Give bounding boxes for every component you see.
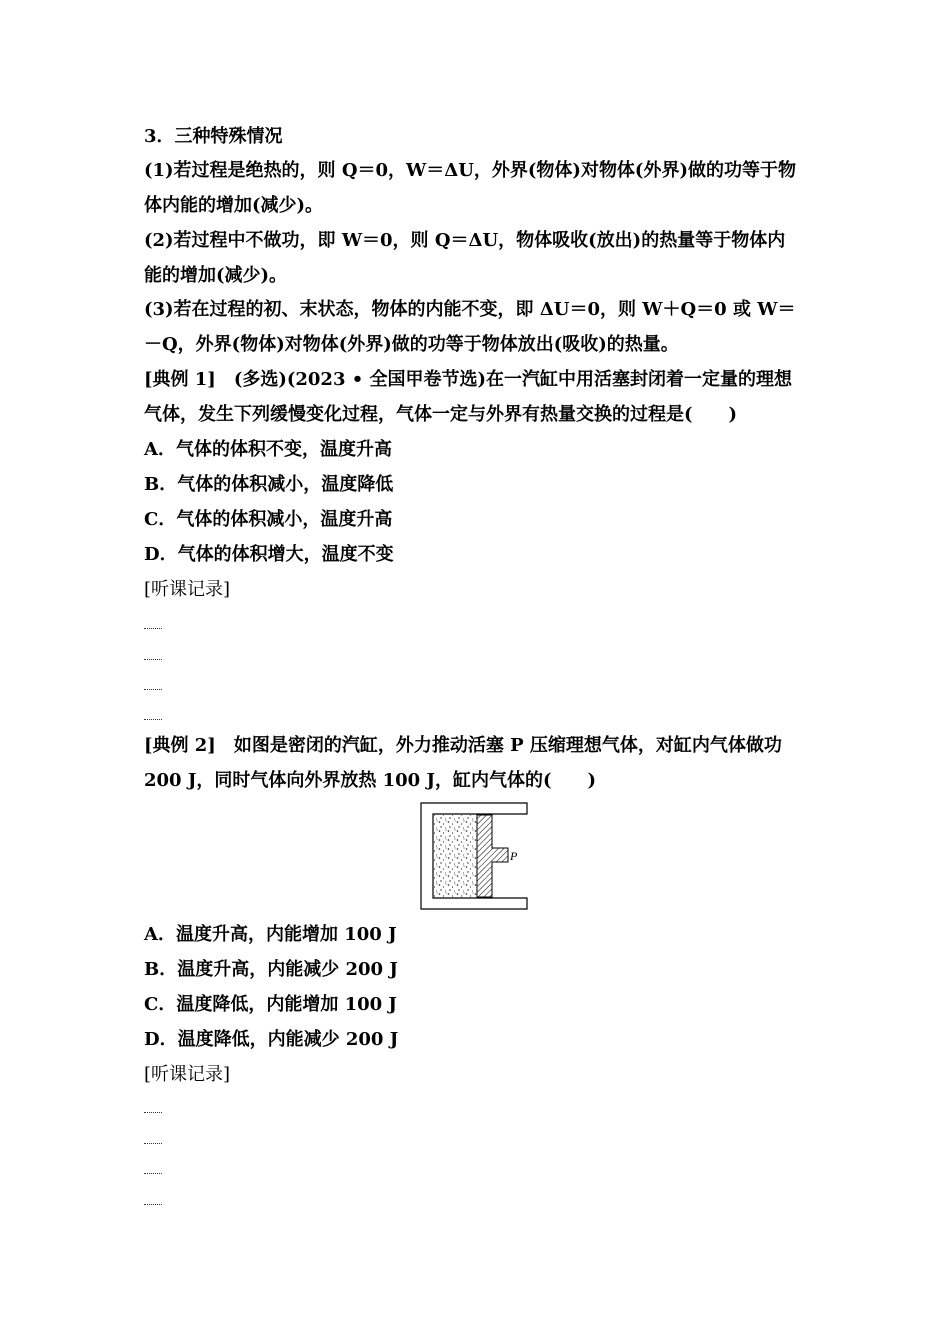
cylinder-figure xyxy=(420,802,530,910)
case1-line1: (1)若过程是绝热的，则 Q＝0，W＝ΔU，外界(物体)对物体(外界)做的功等于物 xyxy=(144,160,796,181)
notes-dotted-line xyxy=(144,1173,162,1174)
example2-option-b: B．温度升高，内能减少 200 J xyxy=(144,959,398,980)
example1-option-b: B．气体的体积减小，温度降低 xyxy=(144,474,394,495)
notes-dotted-line xyxy=(144,659,162,660)
example2-line2: 200 J，同时气体向外界放热 100 J，缸内气体的( ) xyxy=(144,770,597,791)
example2-option-a: A．温度升高，内能增加 100 J xyxy=(144,924,397,945)
notes-dotted-line xyxy=(144,1204,162,1205)
notes-dotted-line xyxy=(144,1143,162,1144)
case3-line2: －Q，外界(物体)对物体(外界)做的功等于物体放出(吸收)的热量。 xyxy=(144,334,679,355)
example2-option-c: C．温度降低，内能增加 100 J xyxy=(144,994,397,1015)
example1-option-c: C．气体的体积减小，温度升高 xyxy=(144,509,393,530)
piston-label: P xyxy=(510,849,518,863)
case3-line1: (3)若在过程的初、末状态，物体的内能不变，即 ΔU＝0，则 W＋Q＝0 或 W＝ xyxy=(144,299,796,320)
notes-dotted-line xyxy=(144,628,162,629)
example1-line1: [典例 1] (多选)(2023 • 全国甲卷节选)在一汽缸中用活塞封闭着一定量的理想 xyxy=(144,369,793,390)
case2-line2: 能的增加(减少)。 xyxy=(144,265,288,286)
notes-dotted-line xyxy=(144,719,162,720)
example1-option-a: A．气体的体积不变，温度升高 xyxy=(144,439,392,460)
piston xyxy=(477,815,508,897)
example1-notes-label: [听课记录] xyxy=(144,579,231,600)
case2-line1: (2)若过程中不做功，即 W＝0，则 Q＝ΔU，物体吸收(放出)的热量等于物体内 xyxy=(144,230,786,251)
example1-option-d: D．气体的体积增大，温度不变 xyxy=(144,544,394,565)
gas-region xyxy=(434,815,477,897)
notes-dotted-line xyxy=(144,1112,162,1113)
example2-option-d: D．温度降低，内能减少 200 J xyxy=(144,1029,399,1050)
example2-notes-label: [听课记录] xyxy=(144,1064,231,1085)
case1-line2: 体内能的增加(减少)。 xyxy=(144,195,324,216)
example1-line2: 气体，发生下列缓慢变化过程，气体一定与外界有热量交换的过程是( ) xyxy=(144,404,738,425)
section-heading: 3．三种特殊情况 xyxy=(144,126,283,147)
notes-dotted-line xyxy=(144,689,162,690)
example2-line1: [典例 2] 如图是密闭的汽缸，外力推动活塞 P 压缩理想气体，对缸内气体做功 xyxy=(144,735,782,756)
